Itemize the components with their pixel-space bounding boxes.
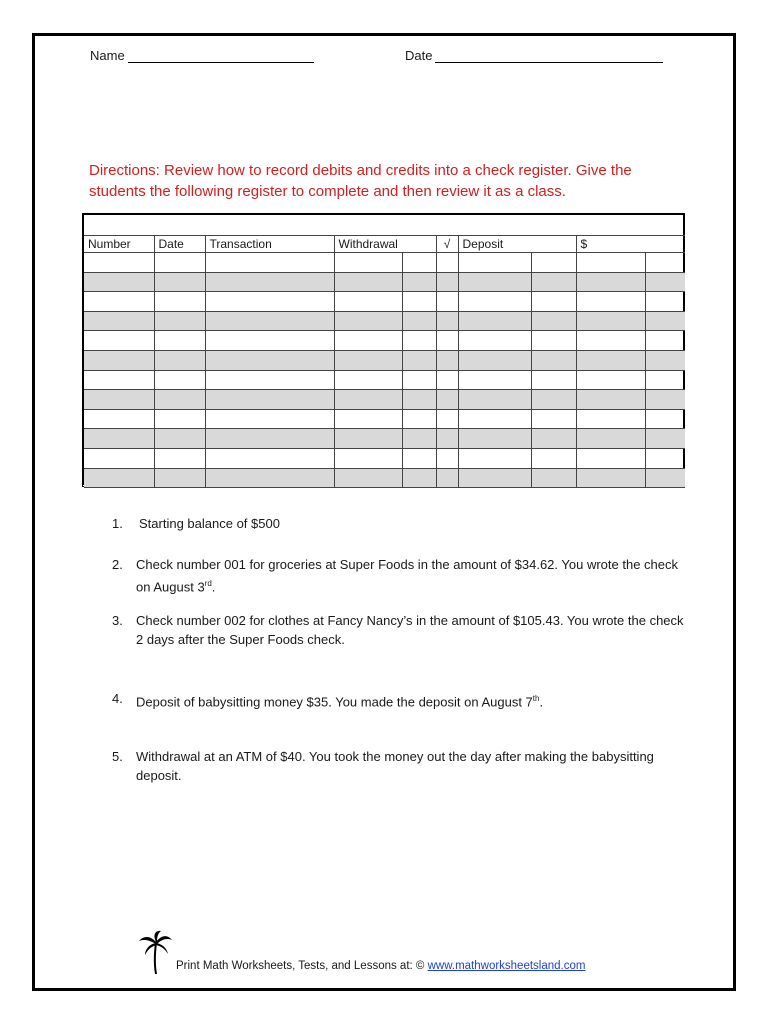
- register-cell[interactable]: [458, 390, 531, 410]
- register-row: [84, 468, 685, 488]
- register-cell[interactable]: [154, 390, 205, 410]
- register-cell[interactable]: [531, 370, 576, 390]
- register-cell[interactable]: [154, 272, 205, 292]
- register-cell[interactable]: [205, 272, 334, 292]
- register-cell[interactable]: [576, 292, 645, 312]
- register-cell[interactable]: [645, 468, 685, 488]
- register-cell[interactable]: [645, 429, 685, 449]
- name-field: [90, 48, 314, 63]
- register-cell[interactable]: [84, 448, 154, 468]
- register-cell[interactable]: [436, 253, 458, 273]
- register-table: [84, 235, 685, 488]
- register-cell[interactable]: [84, 272, 154, 292]
- register-cell[interactable]: [205, 409, 334, 429]
- date-label: Date: [405, 48, 433, 63]
- register-cell[interactable]: [531, 448, 576, 468]
- register-cell[interactable]: [458, 409, 531, 429]
- register-cell[interactable]: [645, 331, 685, 351]
- register-cell[interactable]: [402, 331, 436, 351]
- register-cell[interactable]: [154, 331, 205, 351]
- register-cell[interactable]: [458, 429, 531, 449]
- register-cell[interactable]: [205, 292, 334, 312]
- col-withdrawal: Withdrawal: [334, 236, 436, 253]
- register-cell[interactable]: [334, 409, 402, 429]
- register-cell[interactable]: [205, 311, 334, 331]
- register-row: [84, 409, 685, 429]
- register-cell[interactable]: [436, 331, 458, 351]
- name-label: Name: [90, 48, 125, 63]
- register-row: [84, 331, 685, 351]
- register-cell[interactable]: [458, 370, 531, 390]
- register-cell[interactable]: [84, 390, 154, 410]
- date-field: [405, 48, 663, 63]
- register-cell[interactable]: [436, 292, 458, 312]
- register-cell[interactable]: [531, 253, 576, 273]
- col-date: Date: [154, 236, 205, 253]
- register-row: [84, 272, 685, 292]
- register-cell[interactable]: [334, 272, 402, 292]
- register-row: [84, 448, 685, 468]
- register-cell[interactable]: [205, 429, 334, 449]
- register-cell[interactable]: [645, 390, 685, 410]
- col-balance: $: [576, 236, 685, 253]
- register-cell[interactable]: [154, 468, 205, 488]
- register-cell[interactable]: [645, 292, 685, 312]
- register-cell[interactable]: [402, 429, 436, 449]
- register-cell[interactable]: [576, 429, 645, 449]
- register-cell[interactable]: [645, 272, 685, 292]
- col-transaction: Transaction: [205, 236, 334, 253]
- register-cell[interactable]: [576, 409, 645, 429]
- register-cell[interactable]: [334, 331, 402, 351]
- register-cell[interactable]: [402, 468, 436, 488]
- register-cell[interactable]: [436, 370, 458, 390]
- register-row: [84, 370, 685, 390]
- register-cell[interactable]: [436, 311, 458, 331]
- register-cell[interactable]: [458, 468, 531, 488]
- register-header-row: [84, 236, 685, 253]
- register-cell[interactable]: [334, 468, 402, 488]
- register-cell[interactable]: [84, 292, 154, 312]
- register-cell[interactable]: [205, 448, 334, 468]
- register-cell[interactable]: [154, 370, 205, 390]
- col-number: Number: [84, 236, 154, 253]
- register-cell[interactable]: [576, 468, 645, 488]
- register-cell[interactable]: [645, 253, 685, 273]
- register-cell[interactable]: [154, 311, 205, 331]
- register-cell[interactable]: [531, 272, 576, 292]
- register-cell[interactable]: [84, 429, 154, 449]
- register-row: [84, 253, 685, 273]
- register-cell[interactable]: [458, 272, 531, 292]
- register-cell[interactable]: [458, 448, 531, 468]
- register-cell[interactable]: [154, 253, 205, 273]
- register-cell[interactable]: [205, 390, 334, 410]
- register-cell[interactable]: [84, 350, 154, 370]
- register-cell[interactable]: [205, 468, 334, 488]
- register-cell[interactable]: [402, 350, 436, 370]
- register-cell[interactable]: [576, 370, 645, 390]
- register-cell[interactable]: [458, 350, 531, 370]
- register-cell[interactable]: [645, 370, 685, 390]
- register-cell[interactable]: [402, 370, 436, 390]
- register-cell[interactable]: [576, 390, 645, 410]
- register-cell[interactable]: [402, 409, 436, 429]
- col-deposit: Deposit: [458, 236, 576, 253]
- register-cell[interactable]: [402, 448, 436, 468]
- register-cell[interactable]: [531, 429, 576, 449]
- register-cell[interactable]: [334, 311, 402, 331]
- register-cell[interactable]: [531, 468, 576, 488]
- register-cell[interactable]: [154, 448, 205, 468]
- register-row: [84, 429, 685, 449]
- register-cell[interactable]: [645, 311, 685, 331]
- register-cell[interactable]: [531, 311, 576, 331]
- register-cell[interactable]: [458, 331, 531, 351]
- register-cell[interactable]: [154, 429, 205, 449]
- register-cell[interactable]: [402, 253, 436, 273]
- register-cell[interactable]: [84, 253, 154, 273]
- palm-tree-icon: [137, 930, 173, 976]
- register-cell[interactable]: [576, 272, 645, 292]
- register-cell[interactable]: [84, 409, 154, 429]
- register-cell[interactable]: [645, 350, 685, 370]
- register-body: [84, 253, 685, 488]
- register-cell[interactable]: [436, 468, 458, 488]
- register-cell[interactable]: [402, 390, 436, 410]
- register-row: [84, 350, 685, 370]
- register-cell[interactable]: [154, 350, 205, 370]
- register-cell[interactable]: [334, 292, 402, 312]
- date-line[interactable]: [435, 48, 663, 63]
- register-cell[interactable]: [531, 409, 576, 429]
- register-cell[interactable]: [334, 448, 402, 468]
- register-cell[interactable]: [334, 370, 402, 390]
- register-cell[interactable]: [205, 370, 334, 390]
- register-cell[interactable]: [576, 331, 645, 351]
- register-cell[interactable]: [645, 448, 685, 468]
- footer: [140, 930, 660, 978]
- register-cell[interactable]: [458, 292, 531, 312]
- register-cell[interactable]: [334, 350, 402, 370]
- register-cell[interactable]: [402, 292, 436, 312]
- register-row: [84, 390, 685, 410]
- col-check: √: [436, 236, 458, 253]
- register-cell[interactable]: [458, 311, 531, 331]
- directions-text: Directions: Review how to record debits and credits into a check register. Give the students the following register to complete and then review it as a class.: [89, 162, 632, 200]
- register-cell[interactable]: [436, 448, 458, 468]
- check-register: [82, 213, 685, 487]
- footer-link[interactable]: www.mathworksheetsland.com: [427, 960, 586, 972]
- footer-text: Print Math Worksheets, Tests, and Lessons at: ©: [176, 960, 425, 972]
- register-cell[interactable]: [84, 468, 154, 488]
- register-cell[interactable]: [576, 311, 645, 331]
- register-cell[interactable]: [436, 409, 458, 429]
- register-cell[interactable]: [576, 350, 645, 370]
- register-cell[interactable]: [154, 292, 205, 312]
- register-cell[interactable]: [531, 350, 576, 370]
- name-line[interactable]: [128, 48, 314, 63]
- register-cell[interactable]: [205, 253, 334, 273]
- register-cell[interactable]: [84, 370, 154, 390]
- register-cell[interactable]: [334, 390, 402, 410]
- register-cell[interactable]: [576, 448, 645, 468]
- register-cell[interactable]: [84, 331, 154, 351]
- register-cell[interactable]: [402, 311, 436, 331]
- register-cell[interactable]: [436, 350, 458, 370]
- register-cell[interactable]: [531, 292, 576, 312]
- register-cell[interactable]: [436, 429, 458, 449]
- register-cell[interactable]: [334, 253, 402, 273]
- register-cell[interactable]: [205, 331, 334, 351]
- register-cell[interactable]: [205, 350, 334, 370]
- register-cell[interactable]: [531, 331, 576, 351]
- register-row: [84, 292, 685, 312]
- register-cell[interactable]: [645, 409, 685, 429]
- register-cell[interactable]: [531, 390, 576, 410]
- register-row: [84, 311, 685, 331]
- register-cell[interactable]: [334, 429, 402, 449]
- register-cell[interactable]: [576, 253, 645, 273]
- register-cell[interactable]: [458, 253, 531, 273]
- register-cell[interactable]: [84, 311, 154, 331]
- register-cell[interactable]: [436, 390, 458, 410]
- register-cell[interactable]: [402, 272, 436, 292]
- register-cell[interactable]: [436, 272, 458, 292]
- register-cell[interactable]: [154, 409, 205, 429]
